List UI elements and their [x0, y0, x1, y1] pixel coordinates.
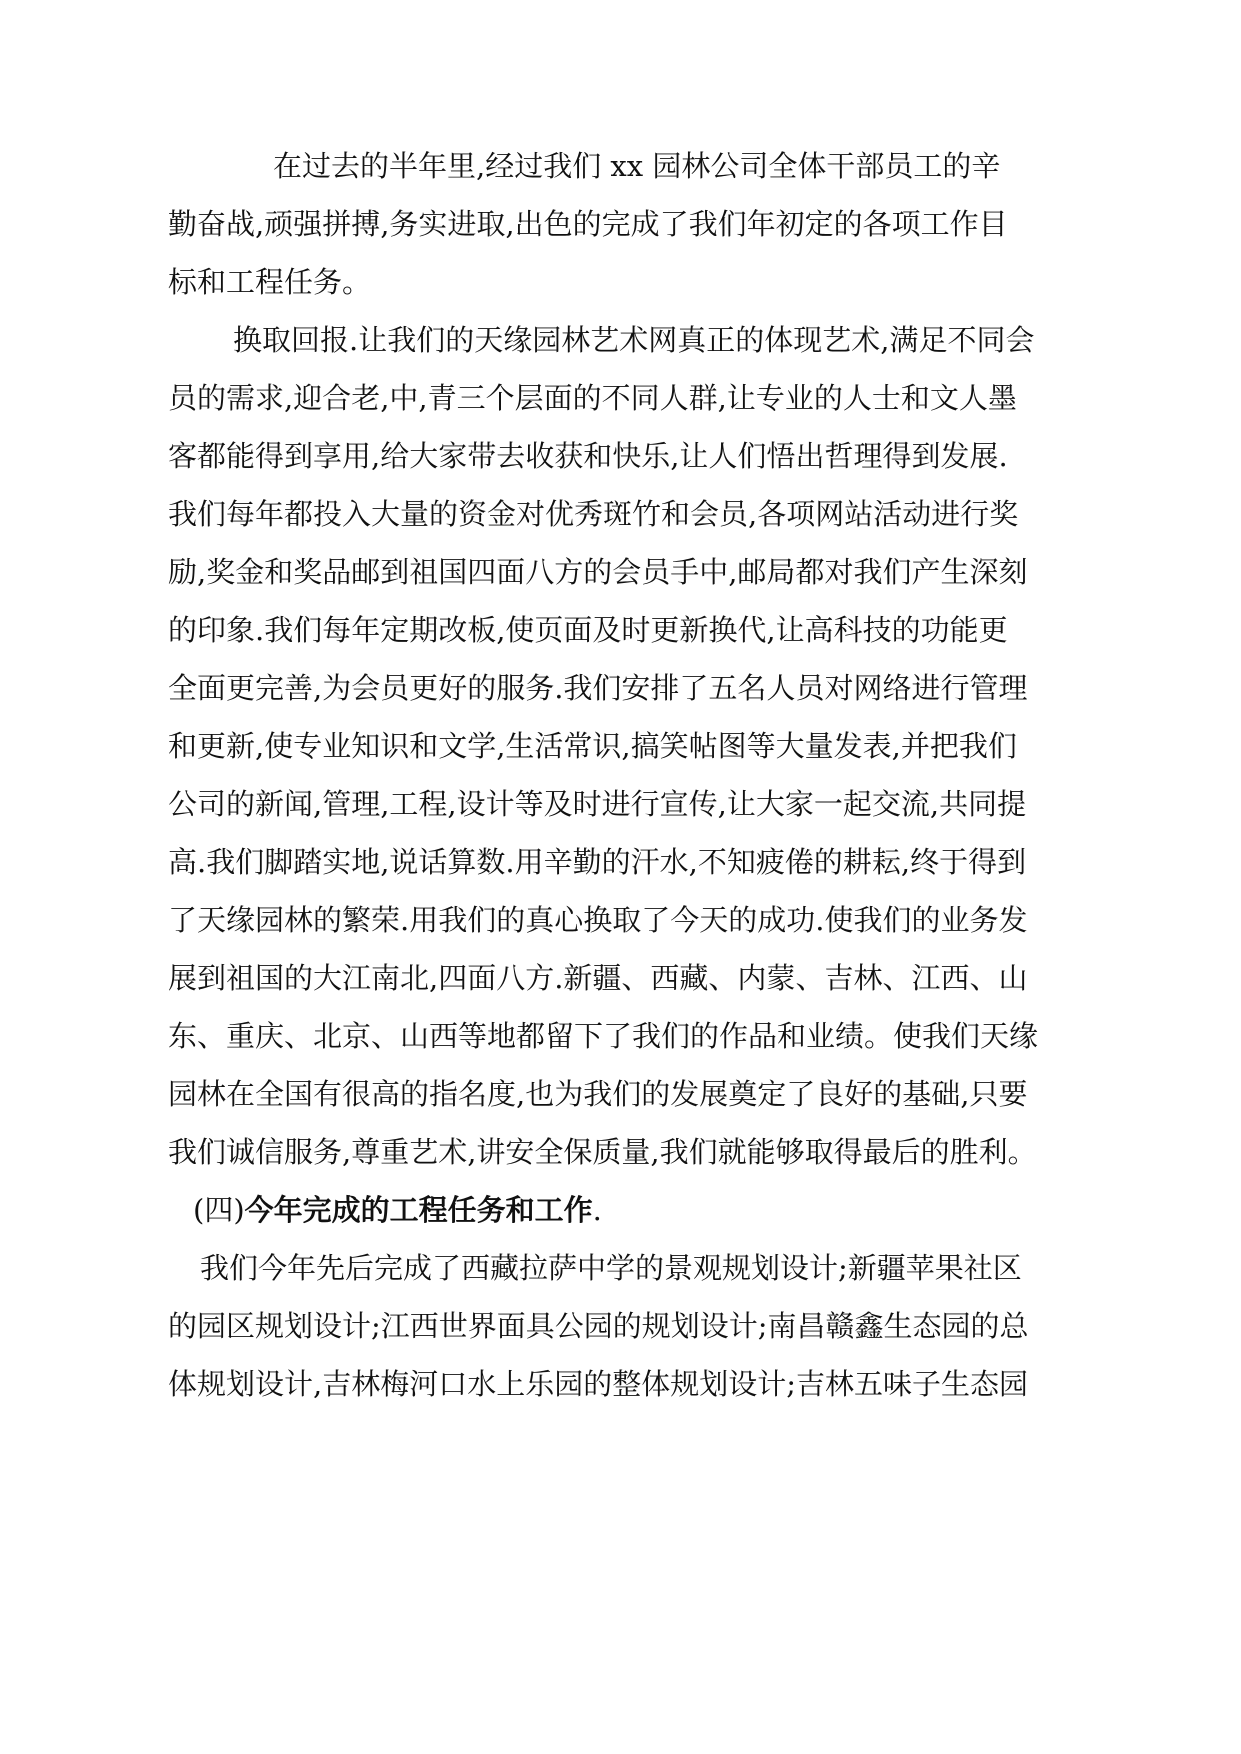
paragraph-2-line-11: 了天缘园林的繁荣.用我们的真心换取了今天的成功.使我们的业务发 [168, 903, 1028, 937]
paragraph-1-line-1: 在过去的半年里,经过我们 xx 园林公司全体干部员工的辛 [273, 149, 1001, 183]
paragraph-2-line-9: 公司的新闻,管理,工程,设计等及时进行宣传,让大家一起交流,共同提 [168, 787, 1027, 821]
paragraph-2-line-4: 我们每年都投入大量的资金对优秀斑竹和会员,各项网站活动进行奖 [168, 497, 1019, 531]
section-heading-number: (四) [193, 1193, 245, 1227]
paragraph-1-line-2: 勤奋战,顽强拼搏,务实进取,出色的完成了我们年初定的各项工作目 [168, 207, 1008, 241]
paragraph-2-line-10: 高.我们脚踏实地,说话算数.用辛勤的汗水,不知疲倦的耕耘,终于得到 [168, 845, 1027, 879]
paragraph-2-line-1: 换取回报.让我们的天缘园林艺术网真正的体现艺术,满足不同会 [233, 323, 1035, 357]
paragraph-2-line-15: 我们诚信服务,尊重艺术,讲安全保质量,我们就能够取得最后的胜利。 [168, 1135, 1037, 1169]
paragraph-1-line-3: 标和工程任务。 [168, 265, 372, 299]
paragraph-2-line-3: 客都能得到享用,给大家带去收获和快乐,让人们悟出哲理得到发展. [168, 439, 1008, 473]
section-heading-period: . [592, 1193, 602, 1227]
paragraph-2-line-13: 东、重庆、北京、山西等地都留下了我们的作品和业绩。使我们天缘 [168, 1019, 1039, 1053]
section-heading-title: 今年完成的工程任务和工作 [244, 1193, 593, 1227]
paragraph-2-line-12: 展到祖国的大江南北,四面八方.新疆、西藏、内蒙、吉林、江西、山 [168, 961, 1028, 995]
paragraph-2-line-6: 的印象.我们每年定期改板,使页面及时更新换代,让高科技的功能更 [168, 613, 1008, 647]
paragraph-2-line-14: 园林在全国有很高的指名度,也为我们的发展奠定了良好的基础,只要 [168, 1077, 1028, 1111]
paragraph-3-line-2: 的园区规划设计;江西世界面具公园的规划设计;南昌赣鑫生态园的总 [168, 1309, 1029, 1343]
paragraph-2-line-5: 励,奖金和奖品邮到祖国四面八方的会员手中,邮局都对我们产生深刻 [168, 555, 1028, 589]
paragraph-2-line-7: 全面更完善,为会员更好的服务.我们安排了五名人员对网络进行管理 [168, 671, 1028, 705]
paragraph-3-line-1: 我们今年先后完成了西藏拉萨中学的景观规划设计;新疆苹果社区 [200, 1251, 1022, 1285]
paragraph-3-line-3: 体规划设计,吉林梅河口水上乐园的整体规划设计;吉林五味子生态园 [168, 1367, 1028, 1401]
paragraph-2-line-8: 和更新,使专业知识和文学,生活常识,搞笑帖图等大量发表,并把我们 [168, 729, 1017, 763]
section-heading [193, 1190, 602, 1230]
paragraph-2-line-2: 员的需求,迎合老,中,青三个层面的不同人群,让专业的人士和文人墨 [168, 381, 1017, 415]
